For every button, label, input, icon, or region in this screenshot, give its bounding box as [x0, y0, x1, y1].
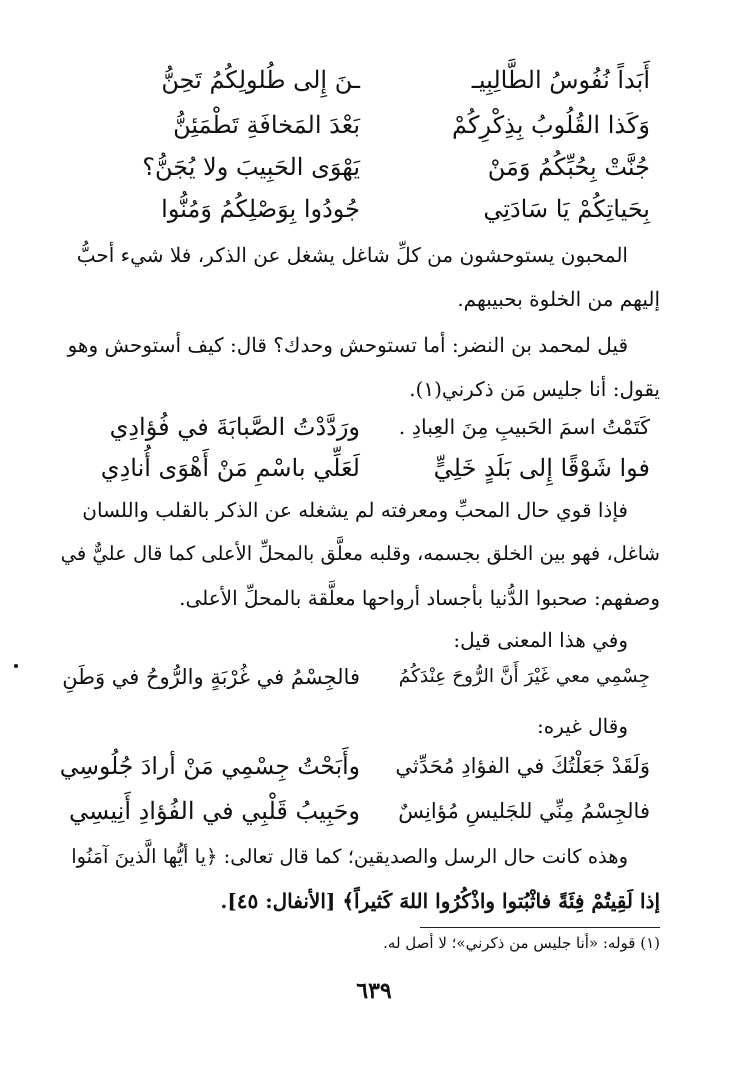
verse-first-hemistich: أَبَداً نُفُوسُ الطَّالِبِيـ: [471, 66, 650, 94]
verse-first-hemistich: جُنَّتْ بِحُبِّكُمُ وَمَنْ: [487, 153, 650, 181]
verse-second-hemistich: وحَبِيبُ قَلْبِي في الفُؤادِ أَنِيسِي: [68, 797, 360, 825]
poem-verse: [60, 405, 650, 449]
margin-mark: [14, 664, 18, 668]
footnote-separator: [420, 927, 660, 928]
intro-line: [60, 704, 660, 748]
paragraph-line: فإذا قوي حال المحبِّ ومعرفته لم يشغله عن الذكر بالقلب واللسان: [82, 498, 628, 522]
paragraph-line: قيل لمحمد بن النضر: أما تستوحش وحدك؟ قال: كيف أستوحش وهو: [67, 333, 628, 357]
verse-second-hemistich: ورَدَّدْتُ الصَّبابَةَ في فُؤادِي: [109, 413, 360, 441]
poem-verse: [60, 58, 650, 102]
verse-second-hemistich: جُودُوا بِوَصْلِكُمُ وَمُنُّوا: [161, 195, 360, 223]
paragraph-line: وصفهم: صحبوا الدُّنيا بأجساد أرواحها معلَّقة بالمحلِّ الأعلى.: [179, 586, 660, 610]
quran-verse-line: إذا لَقِيتُمْ فِئَةً فاثْبُتوا واذْكُرُوا اللهَ كَثيراً﴾ [الأنفال: ٤٥].: [220, 889, 660, 913]
verse-second-hemistich: وأَبَحْتُ جِسْمِي مَنْ أرادَ جُلُوسِي: [59, 752, 360, 780]
paragraph-messengers: [60, 835, 660, 923]
poem-verse: [60, 187, 650, 231]
footnote: (١) قوله: «أنا جليس من ذكرني»؛ لا أصل له.: [383, 934, 660, 952]
poem-verse: [60, 103, 650, 147]
verse-second-hemistich: لَعَلِّي باسْمِ مَنْ أَهْوَى أُنادِي: [100, 454, 360, 482]
page-number: ٦٣٩: [356, 978, 392, 1004]
poem-verse: [60, 145, 650, 189]
verse-second-hemistich: يَهْوَى الحَبِيبَ ولا يُجَنُّ؟: [142, 153, 360, 181]
paragraph-line: المحبون يستوحشون من كلِّ شاغل يشغل عن الذكر، فلا شيء أحبُّ: [76, 243, 628, 267]
paragraph-ibn-nadr: [60, 323, 660, 411]
verse-first-hemistich: وَلَقَدْ جَعَلْتُكَ في الفؤادِ مُحَدِّثي: [395, 754, 650, 778]
paragraph-line: إليهم من الخلوة بحبيبهم.: [457, 287, 660, 311]
poem-verse: [60, 446, 650, 490]
paragraph-lovers: [60, 233, 660, 321]
verse-first-hemistich: وَكَذا القُلُوبُ بِذِكْرِكُمْ: [452, 111, 650, 139]
paragraph-line: شاغل، فهو بين الخلق بجسمه، وقلبه معلَّق بالمحلِّ الأعلى كما قال عليٌّ في: [60, 542, 660, 565]
poem-verse: [60, 655, 650, 699]
verse-second-hemistich: ـنَ إِلى طُلولِكُمُ تَحِنُّ: [161, 66, 360, 94]
verse-first-hemistich: جِسْمِي معي غَيْرَ أَنَّ الرُّوحَ عِنْدَكُمُ: [398, 666, 650, 687]
verse-first-hemistich: فالجِسْمُ مِنِّي للجَليسِ مُؤانِسٌ: [398, 799, 650, 823]
intro-text: وفي هذا المعنى قيل:: [453, 628, 628, 652]
verse-first-hemistich: بِحَياتِكُمْ يَا سَادَتِي: [483, 195, 650, 223]
paragraph-lover-state: [60, 488, 660, 620]
verse-first-hemistich: فوا شَوْقًا إِلى بَلَدٍ خَلِيٍّ: [433, 454, 650, 482]
verse-second-hemistich: بَعْدَ المَخافَةِ تَطْمَئِنُّ: [173, 111, 360, 139]
verse-first-hemistich: كَتَمْتُ اسمَ الحَبيبِ مِنَ العِبادِ .: [398, 415, 650, 439]
paragraph-line: يقول: أنا جليس مَن ذكرني(١).: [409, 377, 660, 401]
poem-verse: [60, 789, 650, 833]
intro-text: وقال غيره:: [537, 714, 628, 738]
poem-verse: [60, 744, 650, 788]
verse-second-hemistich: فالجِسْمُ في غُرْبَةٍ والرُّوحُ في وَطَنِ: [62, 665, 360, 689]
paragraph-line: وهذه كانت حال الرسل والصديقين؛ كما قال تعالى: ﴿يا أيُّها الَّذينَ آمَنُوا: [71, 845, 628, 868]
